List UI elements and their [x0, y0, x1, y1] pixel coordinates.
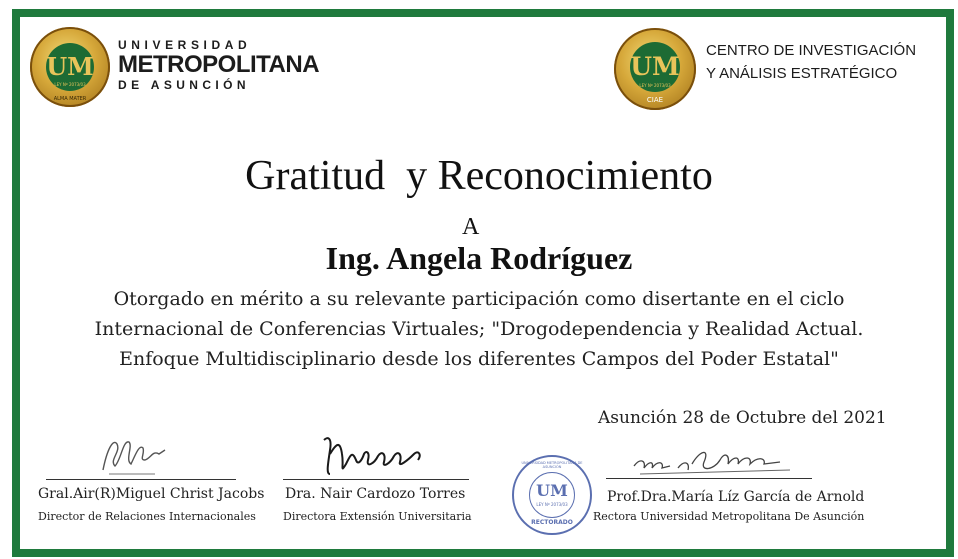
ciae-seal-law: LEY Nº 2073/03 — [639, 83, 671, 88]
university-seal-logo — [30, 27, 110, 107]
ciae-wordmark-line1: CENTRO DE INVESTIGACIÓN — [706, 42, 917, 59]
stamp-ring-text: UNIVERSIDAD METROPOLITANA DE ASUNCIÓN — [521, 461, 583, 469]
university-wordmark-line1: UNIVERSIDAD — [118, 38, 252, 52]
signature-1-name: Gral.Air(R)Miguel Christ Jacobs — [38, 486, 265, 502]
ciae-wordmark-line2: Y ANÁLISIS ESTRATÉGICO — [706, 65, 898, 82]
university-wordmark-line3: DE ASUNCIÓN — [118, 78, 250, 92]
university-seal-monogram: UM — [46, 52, 94, 81]
stamp-monogram: UM — [536, 481, 568, 500]
handwritten-signature-1 — [95, 430, 175, 478]
ciae-wordmark — [706, 39, 916, 85]
signature-1-role: Director de Relaciones Internacionales — [38, 510, 256, 523]
university-wordmark-line2: METROPOLITANA — [118, 51, 320, 78]
university-wordmark — [118, 38, 319, 92]
signature-3-name: Prof.Dra.María Líz García de Arnold — [607, 489, 865, 505]
stamp-bottom-text: RECTORADO — [531, 519, 573, 526]
signature-3-role: Rectora Universidad Metropolitana De Asunción — [593, 510, 865, 523]
handwritten-signature-3 — [630, 440, 800, 480]
body-line-2: Internacional de Conferencias Virtuales; "Drogodependencia y Realidad Actual. — [94, 318, 864, 340]
certificate-body — [40, 284, 918, 374]
certificate-to: A — [462, 214, 480, 240]
body-line-3: Enfoque Multidisciplinario desde los diferentes Campos del Poder Estatal" — [119, 348, 839, 370]
ciae-seal-label: CIAE — [646, 96, 664, 104]
university-seal-motto: ALMA MATER — [53, 96, 87, 102]
university-seal-law: LEY Nº 2073/03 — [54, 82, 86, 87]
certificate-title: Gratitud y Reconocimiento — [245, 153, 713, 199]
body-line-1: Otorgado en mérito a su relevante participación como disertante en el ciclo — [113, 288, 845, 310]
ciae-seal-monogram: UM — [630, 52, 680, 81]
issue-date: Asunción 28 de Octubre del 2021 — [598, 408, 887, 428]
ciae-seal-logo — [614, 28, 696, 110]
signature-2-name: Dra. Nair Cardozo Torres — [285, 486, 466, 502]
signature-2-role: Directora Extensión Universitaria — [283, 510, 472, 523]
handwritten-signature-2 — [318, 430, 428, 480]
recipient-name: Ing. Angela Rodríguez — [325, 240, 633, 276]
rectorate-stamp — [512, 455, 592, 535]
stamp-law: LEY Nº 2073/03 — [536, 502, 568, 507]
